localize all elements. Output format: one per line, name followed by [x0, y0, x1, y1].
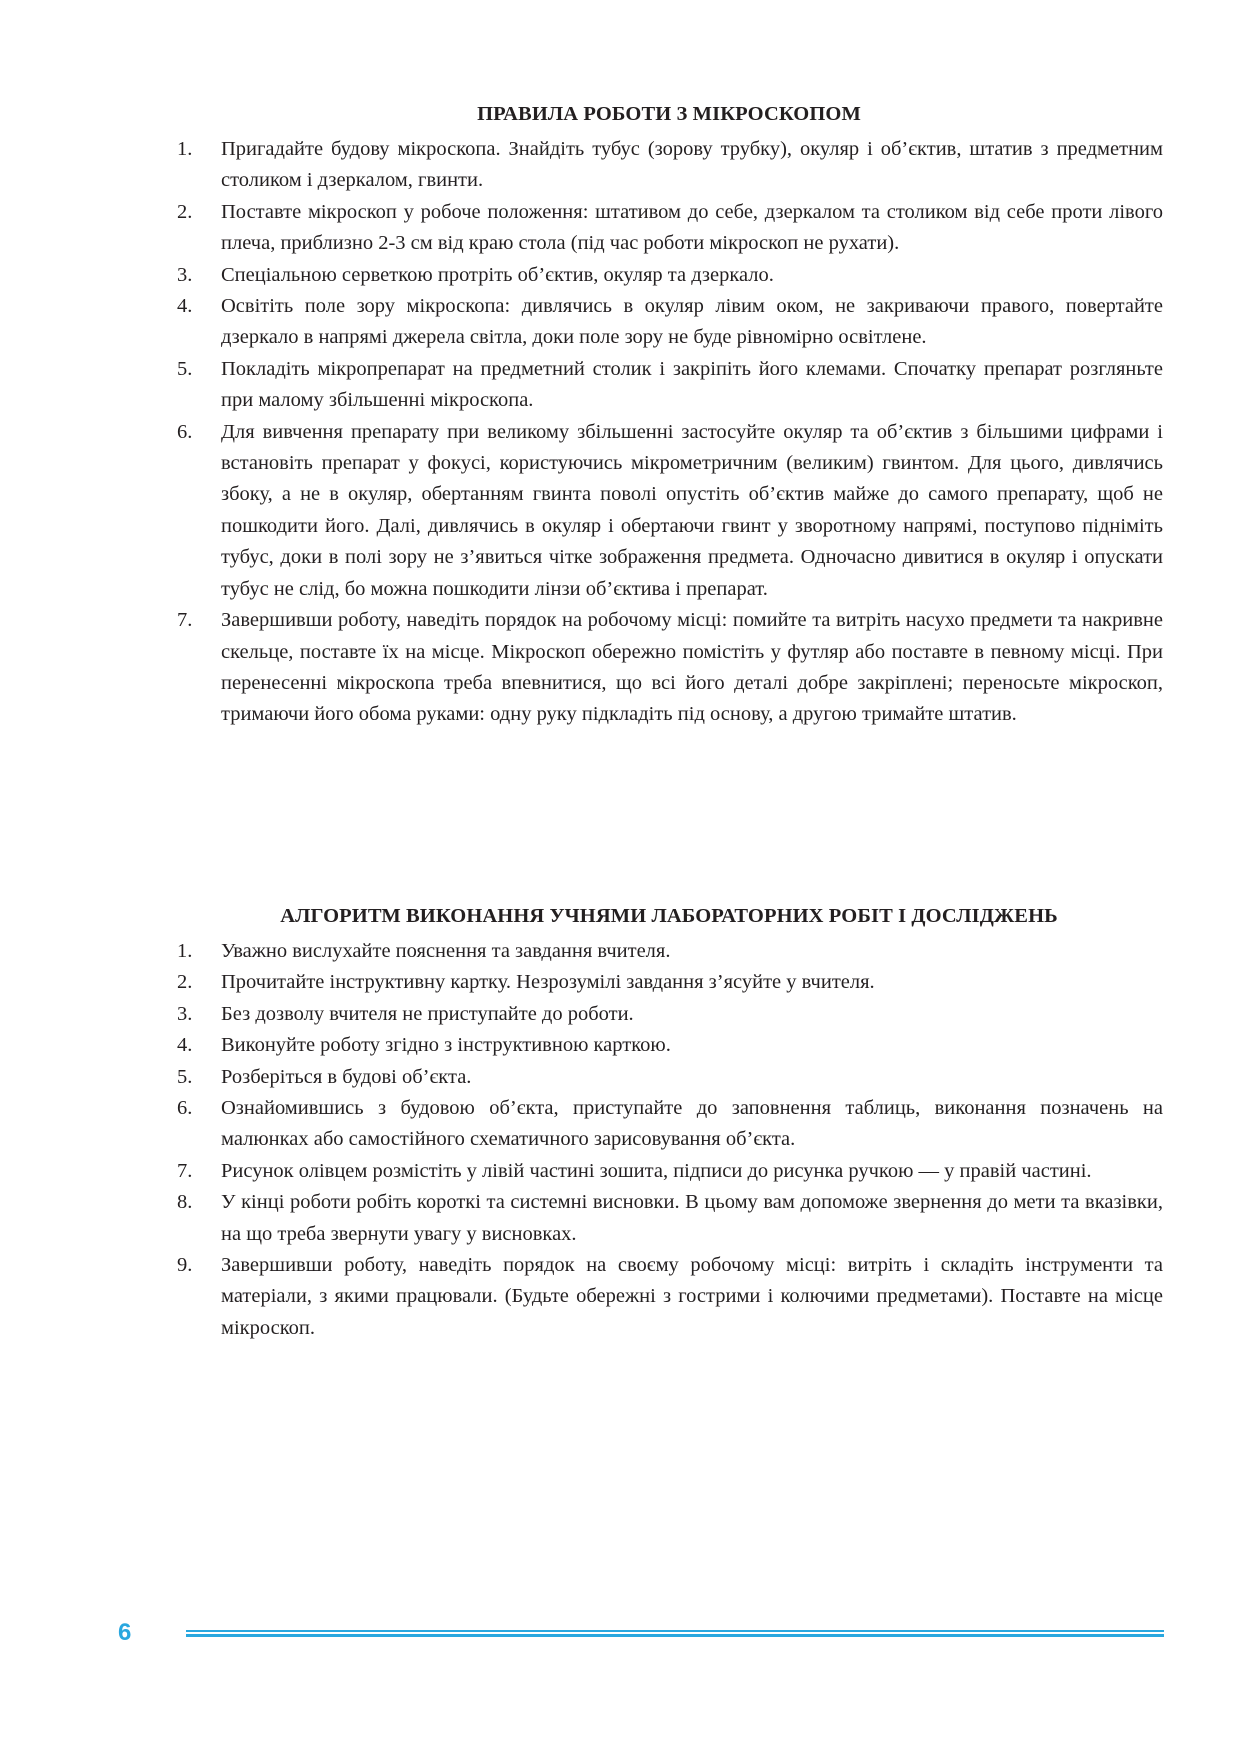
list-item-text: Уважно вислухайте пояснення та завдання вчителя.: [221, 940, 671, 962]
list-item-number: 4.: [177, 295, 193, 318]
list-item: [175, 999, 1163, 1030]
list-item-number: 6.: [177, 420, 193, 443]
list-item-number: 7.: [177, 1159, 193, 1182]
lab-algorithm-section: [175, 902, 1163, 1344]
list-item: [175, 936, 1163, 967]
list-item: [175, 354, 1163, 417]
lab-algorithm-list: [175, 936, 1163, 1344]
microscope-rules-section: [175, 100, 1163, 731]
list-item: [175, 1093, 1163, 1156]
list-item-text: Ознайомившись з будовою об’єкта, приступайте до заповнення таблиць, виконання позначень на малюнках або самостійного схематичного зарисовування об’єкта.: [221, 1097, 1163, 1151]
list-item-number: 7.: [177, 609, 193, 632]
list-item: [175, 1062, 1163, 1093]
list-item-number: 1.: [177, 940, 193, 962]
list-item-text: Розберіться в будові об’єкта.: [221, 1065, 472, 1088]
list-item: [175, 291, 1163, 354]
list-item-text: Прочитайте інструктивну картку. Незрозумілі завдання з’ясуйте у вчителя.: [221, 971, 875, 994]
list-item-number: 3.: [177, 263, 193, 286]
list-item: [175, 1030, 1163, 1061]
list-item-text: Завершивши роботу, наведіть порядок на своєму робочому місці: витріть і складіть інструменти та матеріали, з якими працювали. (Будьте обережні з гострими і колючими предметами). Поставте на місце мікроскоп.: [221, 1254, 1163, 1339]
list-item: [175, 605, 1163, 731]
list-item-number: 3.: [177, 1002, 193, 1025]
list-item-number: 4.: [177, 1034, 193, 1057]
list-item-text: У кінці роботи робіть короткі та системні висновки. В цьому вам допоможе звернення до мети та вказівки, на що треба звернути увагу у висновках.: [221, 1191, 1163, 1245]
list-item-text: Поставте мікроскоп у робоче положення: штативом до себе, дзеркалом та столиком від себе проти лівого плеча, приблизно 2-3 см від краю стола (під час роботи мікроскоп не рухати).: [221, 200, 1163, 255]
list-item-number: 2.: [177, 200, 193, 223]
list-item-text: Без дозволу вчителя не приступайте до роботи.: [221, 1002, 634, 1025]
list-item: [175, 967, 1163, 998]
list-item-text: Покладіть мікропрепарат на предметний столик і закріпіть його клемами. Спочатку препарат розгляньте при малому збільшенні мікроскопа.: [221, 357, 1163, 412]
list-item: [175, 1250, 1163, 1344]
list-item: [175, 1187, 1163, 1250]
list-item: [175, 197, 1163, 260]
list-item-number: 5.: [177, 357, 193, 380]
list-item-number: 2.: [177, 971, 193, 994]
microscope-rules-title: ПРАВИЛА РОБОТИ З МІКРОСКОПОМ: [477, 103, 861, 125]
list-item-text: Пригадайте будову мікроскопа. Знайдіть тубус (зорову трубку), окуляр і об’єктив, штатив з предметним столиком і дзеркалом, гвинти.: [221, 138, 1163, 192]
list-item-text: Для вивчення препарату при великому збільшенні застосуйте окуляр та об’єктив з більшими цифрами і встановіть препарат у фокусі, користуючись мікрометричним (великим) гвинтом. Для цього, дивлячись збоку, а не в окуляр, обертанням гвинта поволі опустіть об’єктив майже до самого препарату, щоб не пошкодити його. Далі, дивлячись в окуляр і обертаючи гвинт у зворотному напрямі, поступово підніміть тубус, доки в полі зору не з’явиться чітке зображення предмета. Одночасно дивитися в окуляр і опускати тубус не слід, бо можна пошкодити лінзи об’єктива і препарат.: [221, 420, 1163, 600]
list-item-text: Виконуйте роботу згідно з інструктивною карткою.: [221, 1034, 671, 1057]
footer-rule: [186, 1630, 1164, 1637]
footer-rule-line-thin: [186, 1630, 1164, 1632]
page-number: 6: [118, 1619, 132, 1646]
list-item-text: Спеціальною серветкою протріть об’єктив, окуляр та дзеркало.: [221, 263, 774, 286]
list-item: [175, 260, 1163, 291]
list-item-text: Завершивши роботу, наведіть порядок на робочому місці: помийте та витріть насухо предмети та накривне скельце, поставте їх на місце. Мікроскоп обережно помістіть у футляр або поставте в певному місці. При перенесенні мікроскопа треба впевнитися, що всі його деталі добре закріплені; переносьте мікроскоп, тримаючи його обома руками: одну руку підкладіть під основу, а другою тримайте штатив.: [221, 609, 1163, 726]
list-item: [175, 417, 1163, 605]
list-item-number: 6.: [177, 1097, 193, 1120]
list-item: [175, 134, 1163, 197]
list-item-text: Освітіть поле зору мікроскопа: дивлячись в окуляр лівим оком, не закриваючи правого, повертайте дзеркало в напрямі джерела світла, доки поле зору не буде рівномірно освітлене.: [221, 295, 1163, 349]
list-item-number: 9.: [177, 1254, 193, 1277]
footer-rule-line-thick: [186, 1634, 1164, 1637]
list-item-number: 1.: [177, 138, 193, 160]
lab-algorithm-title: АЛГОРИТМ ВИКОНАННЯ УЧНЯМИ ЛАБОРАТОРНИХ РОБІТ І ДОСЛІДЖЕНЬ: [280, 905, 1058, 927]
list-item-text: Рисунок олівцем розмістіть у лівій частині зошита, підписи до рисунка ручкою — у правій частині.: [221, 1159, 1092, 1182]
list-item-number: 5.: [177, 1065, 193, 1088]
list-item-number: 8.: [177, 1191, 193, 1214]
list-item: [175, 1156, 1163, 1187]
microscope-rules-list: [175, 134, 1163, 731]
